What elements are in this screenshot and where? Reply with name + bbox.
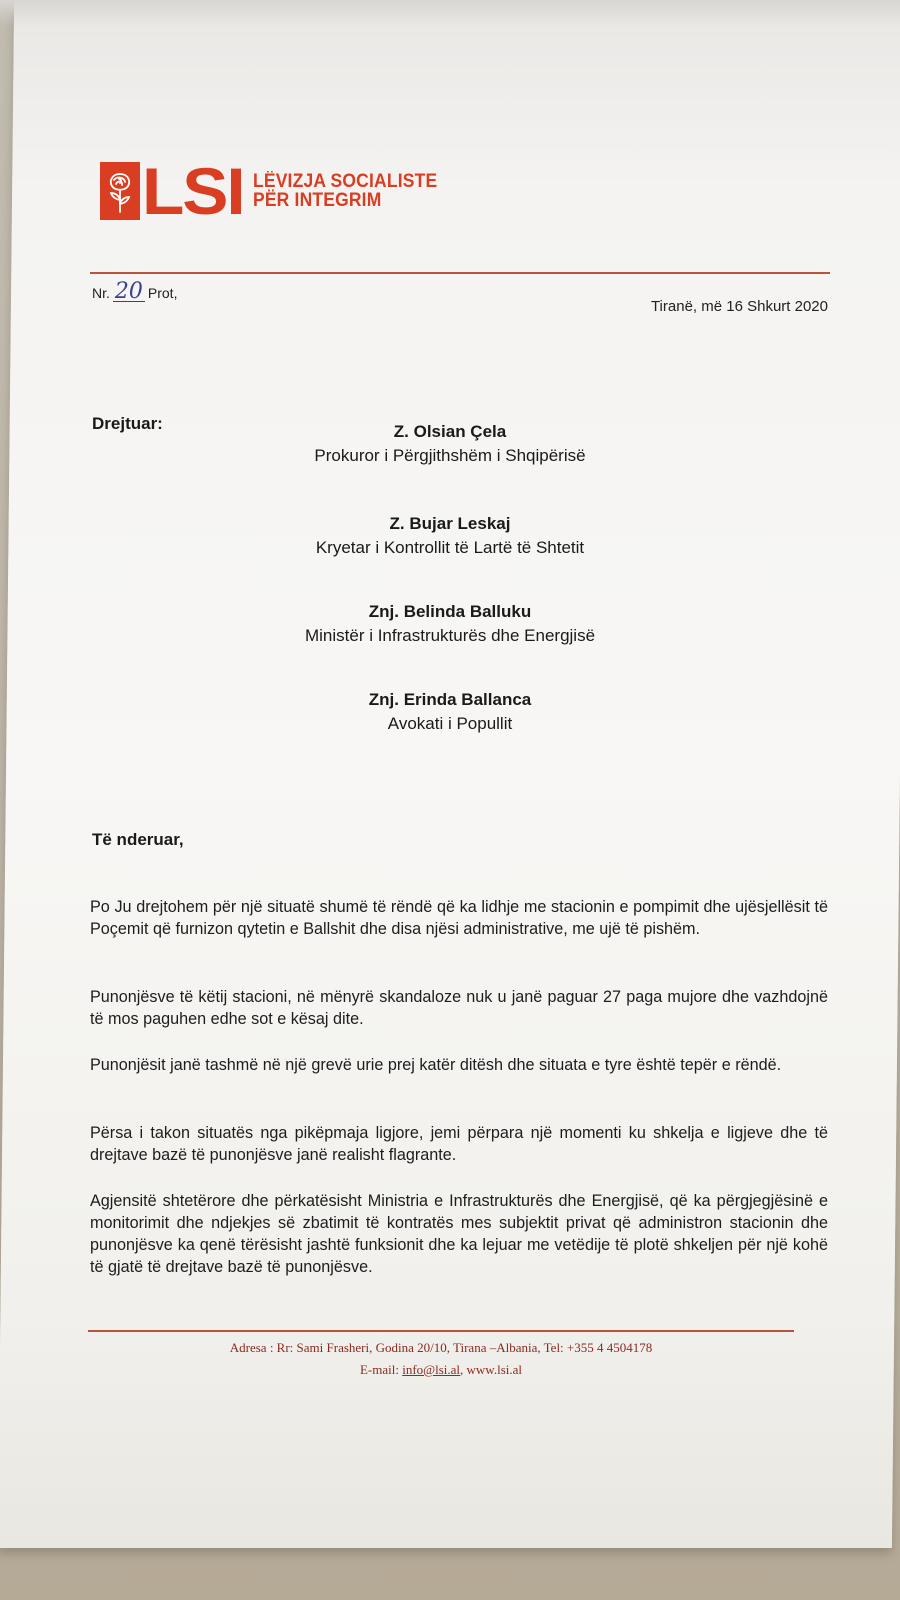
- recipient-block: [200, 420, 700, 468]
- recipient-block: [200, 600, 700, 648]
- recipient-name: Z. Olsian Çela: [393, 422, 507, 441]
- recipient-block: [200, 688, 700, 736]
- body-paragraph: Po Ju drejtohem për një situatë shumë të rëndë që ka lidhje me stacionin e pompimit dhe ujësjellësit të Poçemit që furnizon qytetin e Ballshit dhe disa njësi administrative, me ujë të pishëm.: [90, 898, 828, 938]
- body-paragraph: Punonjësit janë tashmë në një grevë urie prej katër ditësh dhe situata e tyre është tepër e rëndë.: [90, 1056, 782, 1074]
- nr-label: Nr.: [92, 285, 110, 301]
- footer-email-label: E-mail:: [359, 1362, 399, 1377]
- body-paragraph: Agjensitë shtetërore dhe përkatësisht Ministria e Infrastrukturës dhe Energjisë, që ka përgjegjësinë e monitorimit dhe ndjekjes së zbatimit të kontratës mes subjektit privat që administron stacionin dhe punonjësve ka qenë tërësisht jashtë funksionit dhe ka lejuar me vetëdije të plotë shkeljen për një kohë të gjatë të drejtave bazë të punonjësve.: [90, 1192, 828, 1276]
- footer-email-link[interactable]: info@lsi.al: [402, 1362, 461, 1377]
- body-paragraph: Punonjësve të këtij stacioni, në mënyrë skandaloze nuk u janë paguar 27 paga mujore dhe vazhdojnë të mos paguhen edhe sot e kësaj dite.: [90, 988, 828, 1028]
- footer-website[interactable]: , www.lsi.al: [460, 1362, 523, 1377]
- letter-date: Tiranë, më 16 Shkurt 2020: [650, 298, 828, 315]
- footer-contact: [88, 1362, 794, 1378]
- organization-name-line1: LËVIZJA SOCIALISTE: [252, 171, 437, 192]
- rose-icon: [100, 162, 140, 220]
- addressed-to-label: Drejtuar:: [92, 414, 163, 433]
- recipient-role: Avokati i Popullit: [387, 714, 513, 733]
- footer-divider: [88, 1330, 794, 1332]
- recipient-name: Z. Bujar Leskaj: [389, 514, 511, 533]
- header-divider: [90, 272, 830, 274]
- letterhead-logo: [100, 154, 453, 228]
- recipient-role: Prokuror i Përgjithshëm i Shqipërisë: [314, 446, 586, 465]
- footer-address: Adresa : Rr: Sami Frasheri, Godina 20/10, Tirana –Albania, Tel: +355 4 4504178: [229, 1340, 653, 1355]
- recipient-name: Znj. Belinda Balluku: [368, 602, 532, 621]
- protocol-number: [92, 279, 178, 304]
- body-paragraph: Përsa i takon situatës nga pikëpmaja ligjore, jemi përpara një momenti ku shkelja e ligjeve dhe të drejtave bazë të punonjësve janë realisht flagrante.: [90, 1124, 828, 1164]
- recipient-block: [200, 512, 700, 560]
- prot-label: Prot,: [147, 285, 178, 301]
- organization-name: [253, 172, 437, 210]
- nr-handwritten-value: 20: [114, 279, 143, 304]
- recipient-role: Kryetar i Kontrollit të Lartë të Shtetit: [315, 538, 585, 557]
- paper-fold-shadow: [0, 0, 900, 26]
- salutation: Të nderuar,: [92, 830, 184, 849]
- recipient-role: Ministër i Infrastrukturës dhe Energjisë: [304, 626, 596, 645]
- recipient-name: Znj. Erinda Ballanca: [368, 690, 532, 709]
- logo-text: LSI: [142, 154, 244, 228]
- organization-name-line2: PËR INTEGRIM: [252, 190, 382, 211]
